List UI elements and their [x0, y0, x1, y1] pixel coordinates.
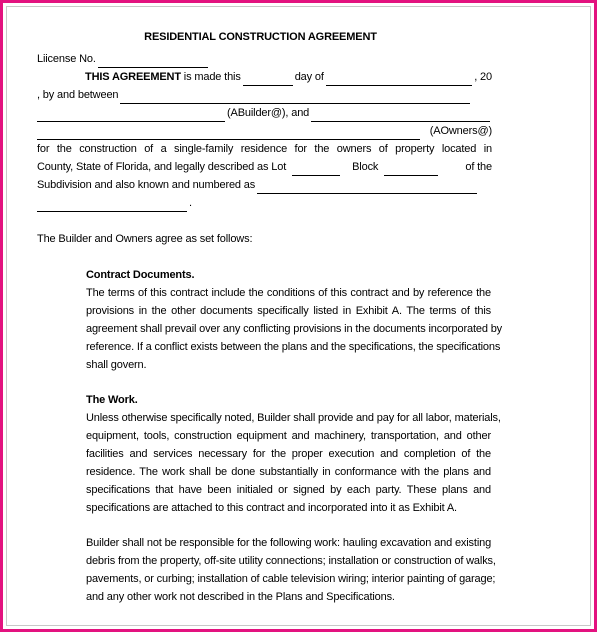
- section-line: agreement shall prevail over any conflicting provisions in the documents incorporated by: [86, 323, 503, 335]
- section-line: residence. The work shall be done substantially in conformance with the plans and: [86, 466, 491, 478]
- section-line: equipment, tools, construction equipment and machinery, transportation, and other: [86, 430, 491, 442]
- subdivision-text: Subdivision and also known and numbered as: [37, 179, 256, 191]
- section-line: reference. If a conflict exists between the plans and the specifications, the specifications: [86, 341, 501, 353]
- section-heading: Contract Documents.: [86, 269, 195, 281]
- builder-label: (ABuilder@), and: [227, 107, 310, 119]
- section-line: The terms of this contract include the conditions of this contract and by reference the: [86, 287, 491, 299]
- section-line: facilities and services necessary for the proper execution and completion of the: [86, 448, 491, 460]
- section-heading: The Work.: [86, 394, 138, 406]
- agreement-date-line: [85, 68, 492, 86]
- day-field[interactable]: [243, 74, 293, 86]
- section-line: Builder shall not be responsible for the following work: hauling excavation and existing: [86, 537, 492, 549]
- section-line: and any other work not described in the Plans and Specifications.: [86, 591, 395, 603]
- paragraph1-line4: [37, 194, 492, 212]
- by-and-between-line: [37, 86, 492, 104]
- license-label: Liicense No.: [37, 53, 96, 65]
- owner-name-field-2[interactable]: [37, 128, 420, 140]
- agree-line: The Builder and Owners agree as set follows:: [37, 233, 253, 245]
- by-and-between-text: , by and between: [37, 89, 119, 101]
- builder-name-field[interactable]: [37, 110, 225, 122]
- period-text: .: [189, 197, 192, 209]
- agreement-document: [37, 28, 503, 606]
- owners-line: [37, 122, 492, 140]
- document-title: RESIDENTIAL CONSTRUCTION AGREEMENT: [144, 31, 377, 43]
- block-text: Block: [352, 161, 379, 173]
- section-line: specifications are attached to this contract and incorporated into it as Exhibit A.: [86, 502, 457, 514]
- owner-name-field-1[interactable]: [311, 110, 490, 122]
- section-line: specifications that have been initialed or signed by each party. These plans and: [86, 484, 491, 496]
- year-prefix-text: , 20: [474, 71, 492, 83]
- paragraph1-line2: [37, 158, 492, 176]
- section-exclusions: [86, 534, 496, 606]
- license-number-field[interactable]: [98, 56, 208, 68]
- month-field[interactable]: [326, 74, 472, 86]
- section-line: shall govern.: [86, 359, 147, 371]
- section-line: debris from the property, off-site utility connections; installation or construction of walks,: [86, 555, 496, 567]
- section-line: Unless otherwise specifically noted, Builder shall provide and pay for all labor, materials,: [86, 412, 501, 424]
- builder-line: [37, 104, 492, 122]
- license-line: [37, 50, 492, 68]
- party-field[interactable]: [120, 92, 470, 104]
- lot-field[interactable]: [292, 164, 340, 176]
- agreement-heading: THIS AGREEMENT: [85, 71, 181, 83]
- block-field[interactable]: [384, 164, 438, 176]
- address-field[interactable]: [257, 182, 477, 194]
- owners-label: (AOwners@): [429, 125, 492, 137]
- section-line: provisions in the other documents specifically listed in Exhibit A. The terms of this: [86, 305, 491, 317]
- section-contract-documents: [86, 266, 503, 374]
- day-of-text: day of: [294, 71, 324, 83]
- of-the-text: of the: [465, 161, 492, 173]
- paragraph1-line1: for the construction of a single-family residence for the owners of property located in: [37, 143, 492, 155]
- address-continued-field[interactable]: [37, 200, 187, 212]
- section-line: pavements, or curbing; installation of cable television wiring; interior painting of garage;: [86, 573, 496, 585]
- section-the-work: [86, 391, 501, 517]
- county-text: County, State of Florida, and legally described as Lot: [37, 161, 287, 173]
- paragraph1-line3: [37, 176, 492, 194]
- made-this-text: is made this: [183, 71, 241, 83]
